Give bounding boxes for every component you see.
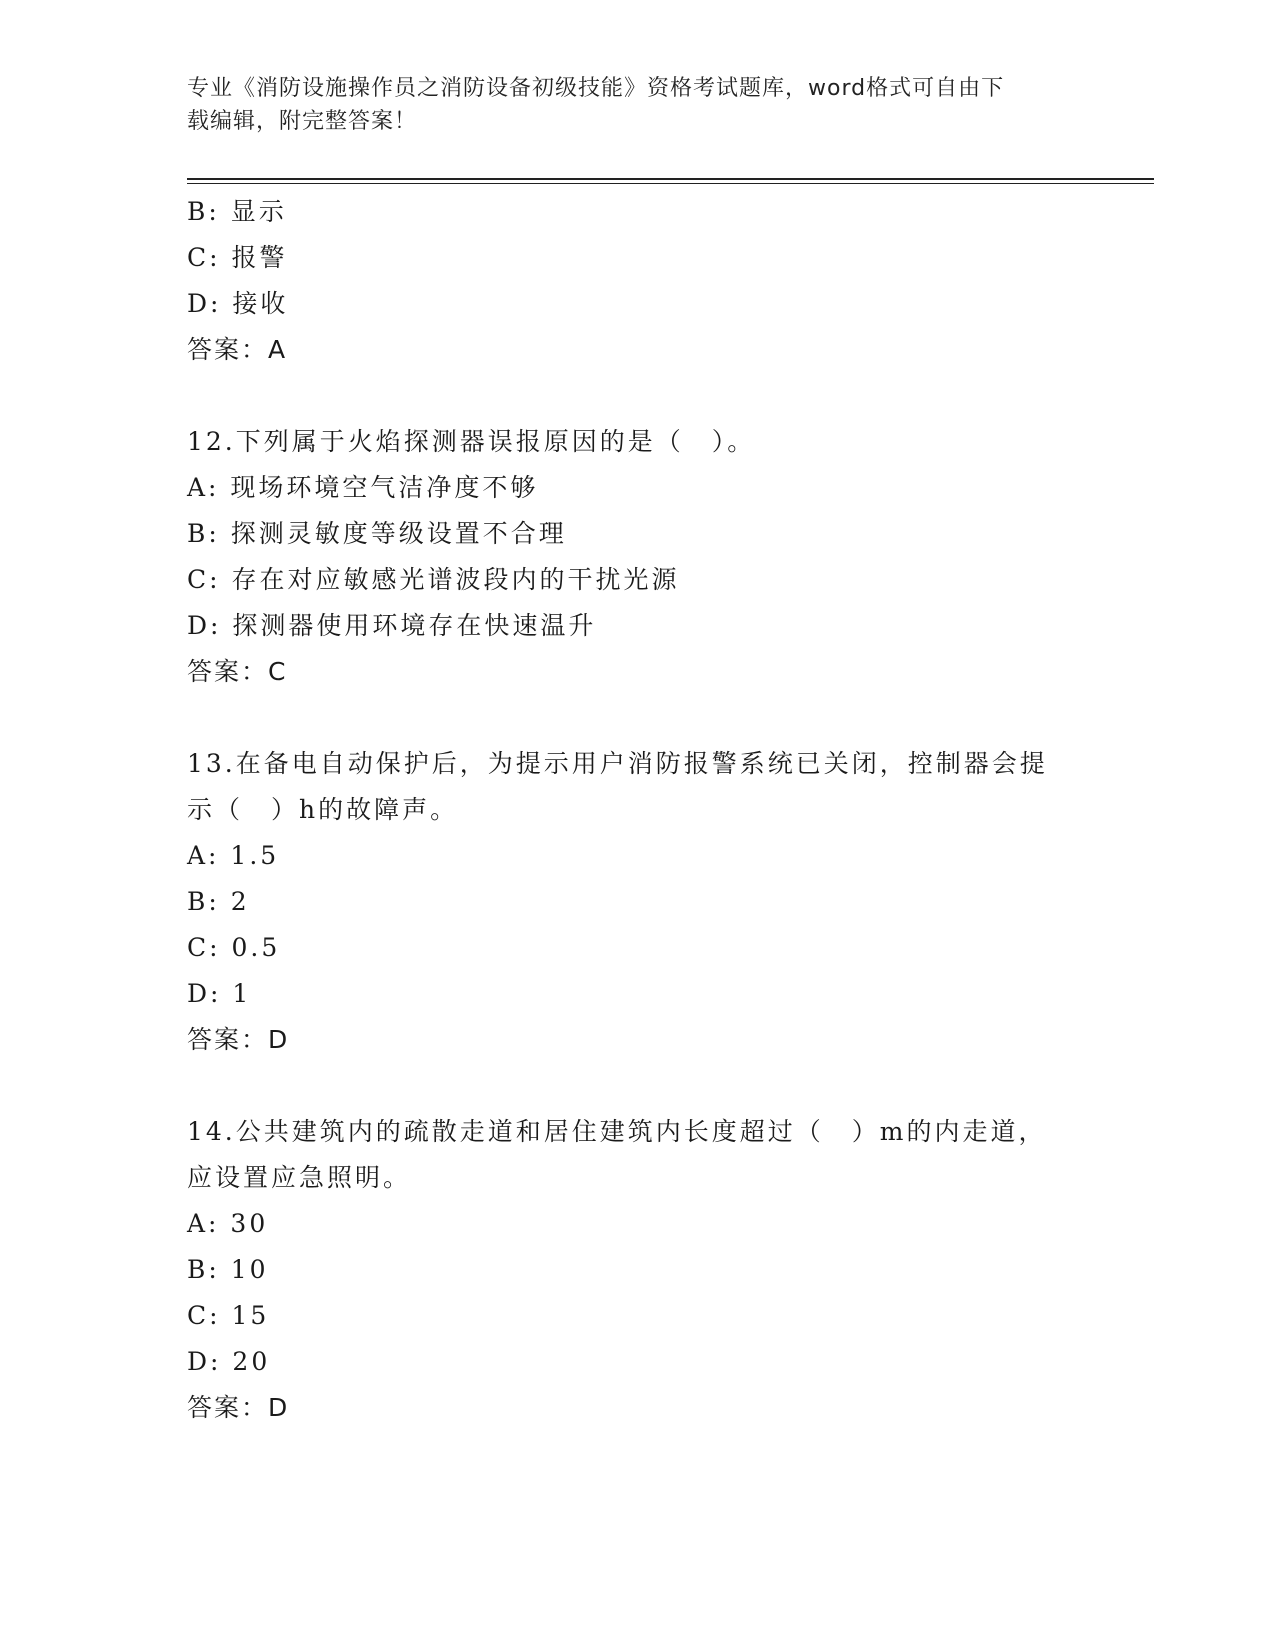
question-12 xyxy=(187,419,1087,695)
question-stem-line-1: 14.公共建筑内的疏散走道和居住建筑内长度超过（ ）m的内走道， xyxy=(187,1117,1047,1146)
option-c: C: 存在对应敏感光谱波段内的干扰光源 xyxy=(187,565,680,594)
option-c: C: 15 xyxy=(187,1301,270,1330)
option-c: C: 0.5 xyxy=(187,933,281,962)
answer: 答案：C xyxy=(187,657,288,686)
question-stem-line-1: 13.在备电自动保护后，为提示用户消防报警系统已关闭，控制器会提 xyxy=(187,749,1048,778)
header-line-2: 载编辑，附完整答案！ xyxy=(187,109,418,134)
option-b: B: 10 xyxy=(187,1255,269,1284)
header-divider-thin xyxy=(187,183,1154,184)
option-a: A: 现场环境空气洁净度不够 xyxy=(187,473,539,502)
option-d: D: 20 xyxy=(187,1347,271,1376)
spacer xyxy=(187,695,1087,741)
document-header xyxy=(187,72,1067,138)
question-14 xyxy=(187,1109,1087,1431)
question-list xyxy=(187,189,1087,1431)
question-stem-line-2: 应设置应急照明。 xyxy=(187,1163,412,1192)
question-stem: 12.下列属于火焰探测器误报原因的是（ ）。 xyxy=(187,427,756,456)
option-d: D: 探测器使用环境存在快速温升 xyxy=(187,611,597,640)
option-d: D: 1 xyxy=(187,979,252,1008)
option-d: D: 接收 xyxy=(187,289,289,318)
question-stem-line-2: 示（ ）h的故障声。 xyxy=(187,795,459,824)
spacer xyxy=(187,1063,1087,1109)
spacer xyxy=(187,373,1087,419)
option-b: B: 2 xyxy=(187,887,250,916)
answer: 答案：D xyxy=(187,1025,290,1054)
option-c: C: 报警 xyxy=(187,243,288,272)
option-a: A: 1.5 xyxy=(187,841,280,870)
answer: 答案：D xyxy=(187,1393,290,1422)
answer: 答案：A xyxy=(187,335,288,364)
option-a: A: 30 xyxy=(187,1209,269,1238)
question-13 xyxy=(187,741,1087,1063)
header-line-1: 专业《消防设施操作员之消防设备初级技能》资格考试题库，word格式可自由下 xyxy=(187,76,1005,101)
question-11-continued xyxy=(187,189,1087,373)
header-divider-thick xyxy=(187,178,1154,180)
option-b: B: 显示 xyxy=(187,197,287,226)
option-b: B: 探测灵敏度等级设置不合理 xyxy=(187,519,567,548)
